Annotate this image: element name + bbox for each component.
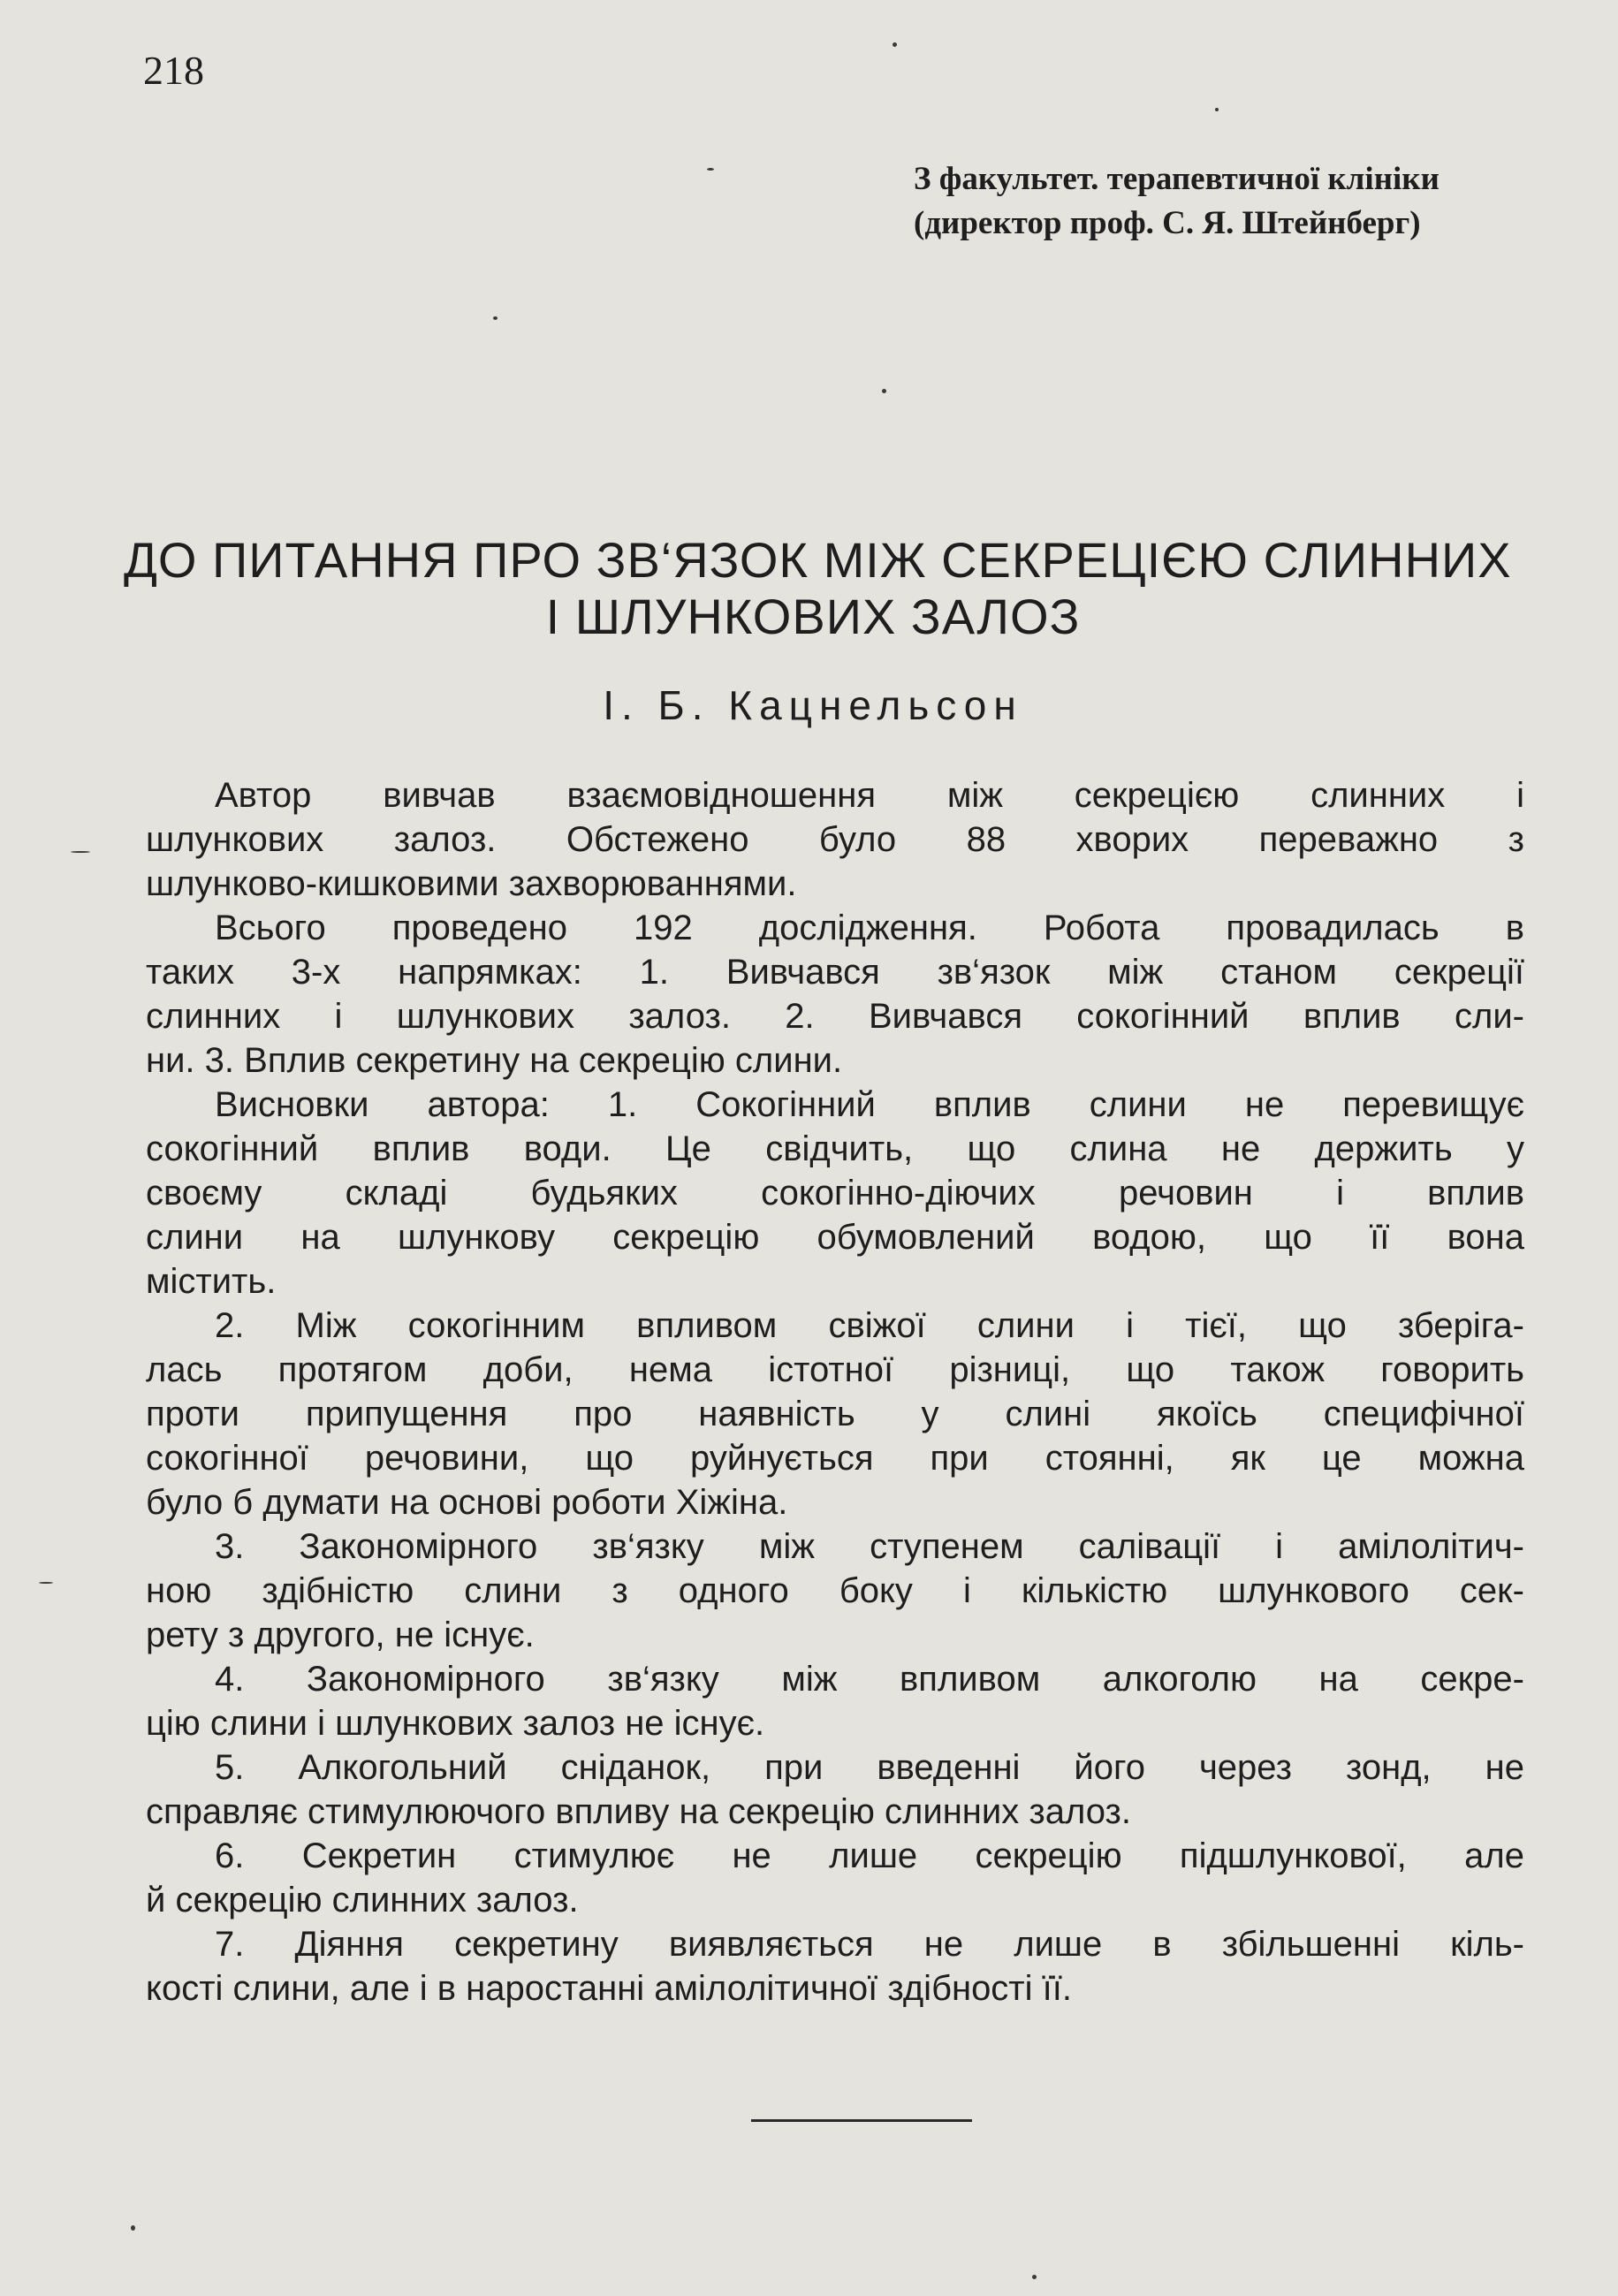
body-line: 6. Секретин стимулює не лише секрецію підшлункової, але — [215, 1836, 1524, 1875]
paper-speck — [71, 851, 90, 853]
affiliation-line: (директор проф. С. Я. Штейнберг) — [914, 205, 1421, 241]
body-line: сокогінний вплив води. Це свідчить, що слина не держить у — [146, 1129, 1524, 1168]
paper-speck — [1215, 108, 1219, 111]
body-line: лась протягом доби, нема істотної різниці, що також говорить — [146, 1350, 1524, 1389]
body-line: 5. Алкогольний сніданок, при введенні його через зонд, не — [215, 1748, 1524, 1787]
paper-speck — [493, 316, 498, 320]
body-line: шлункових залоз. Обстежено було 88 хворих переважно з — [146, 820, 1524, 859]
body-line: рету з другого, не існує. — [146, 1616, 535, 1654]
article-title — [124, 532, 1512, 645]
body-line: своєму складі будьяких сокогінно-діючих речовин і вплив — [146, 1174, 1524, 1213]
paper-speck — [39, 1582, 53, 1584]
body-line: було б думати на основі роботи Хіжіна. — [146, 1483, 788, 1522]
body-line: Автор вивчав взаємовідношення між секрецією слинних і — [215, 776, 1524, 815]
body-line: 7. Діяння секретину виявляється не лише в збільшенні кіль- — [215, 1925, 1524, 1964]
body-line: цію слини і шлункових залоз не існує. — [146, 1704, 765, 1743]
affiliation-line: З факультет. терапевтичної клініки — [914, 161, 1439, 197]
body-line: 4. Закономірного зв‘язку між впливом алкоголю на секре- — [215, 1660, 1524, 1699]
body-line: Всього проведено 192 дослідження. Робота провадилась в — [215, 909, 1524, 947]
body-line: ни. 3. Вплив секретину на секрецію слини. — [146, 1041, 843, 1080]
paper-speck — [1032, 2275, 1037, 2279]
body-line: справляє стимулюючого впливу на секрецію слинних залоз. — [146, 1792, 1131, 1831]
title-line: ДО ПИТАННЯ ПРО ЗВ‘ЯЗОК МІЖ СЕКРЕЦІЄЮ СЛИННИХ — [124, 532, 1512, 588]
body-line: сокогінної речовини, що руйнується при стоянні, як це можна — [146, 1439, 1524, 1478]
body-line: проти припущення про наявність у слині якоїсь специфічної — [146, 1395, 1524, 1433]
affiliation-block — [914, 157, 1550, 246]
paper-speck — [882, 389, 886, 393]
body-line: містить. — [146, 1262, 277, 1301]
body-line: ною здібністю слини з одного боку і кількістю шлункового сек- — [146, 1571, 1524, 1610]
author-name: І. Б. Кацнельсон — [603, 682, 1023, 728]
paper-speck — [707, 168, 714, 171]
paper-speck — [893, 42, 897, 47]
body-line: шлунково-кишковими захворюваннями. — [146, 864, 797, 903]
body-line: слини на шлункову секрецію обумовлений водою, що її вона — [146, 1218, 1524, 1257]
paper-speck — [131, 2225, 135, 2231]
body-line: Висновки автора: 1. Сокогінний вплив слини не перевищує — [215, 1085, 1524, 1124]
body-line: 3. Закономірного зв‘язку між ступенем салівації і амілолітич- — [215, 1527, 1524, 1566]
abstract-body — [146, 773, 1524, 2011]
title-line: І ШЛУНКОВИХ ЗАЛОЗ — [545, 589, 1081, 644]
end-rule — [751, 2119, 972, 2122]
page-number: 218 — [143, 48, 204, 93]
body-line: слинних і шлункових залоз. 2. Вивчався сокогінний вплив сли- — [146, 997, 1524, 1036]
body-line: й секрецію слинних залоз. — [146, 1881, 579, 1920]
body-line: кості слини, але і в наростанні амілолітичної здібності її. — [146, 1969, 1072, 2008]
body-line: таких 3-х напрямках: 1. Вивчався зв‘язок між станом секреції — [146, 953, 1524, 992]
body-line: 2. Між сокогінним впливом свіжої слини і тієї, що зберіга- — [215, 1306, 1524, 1345]
